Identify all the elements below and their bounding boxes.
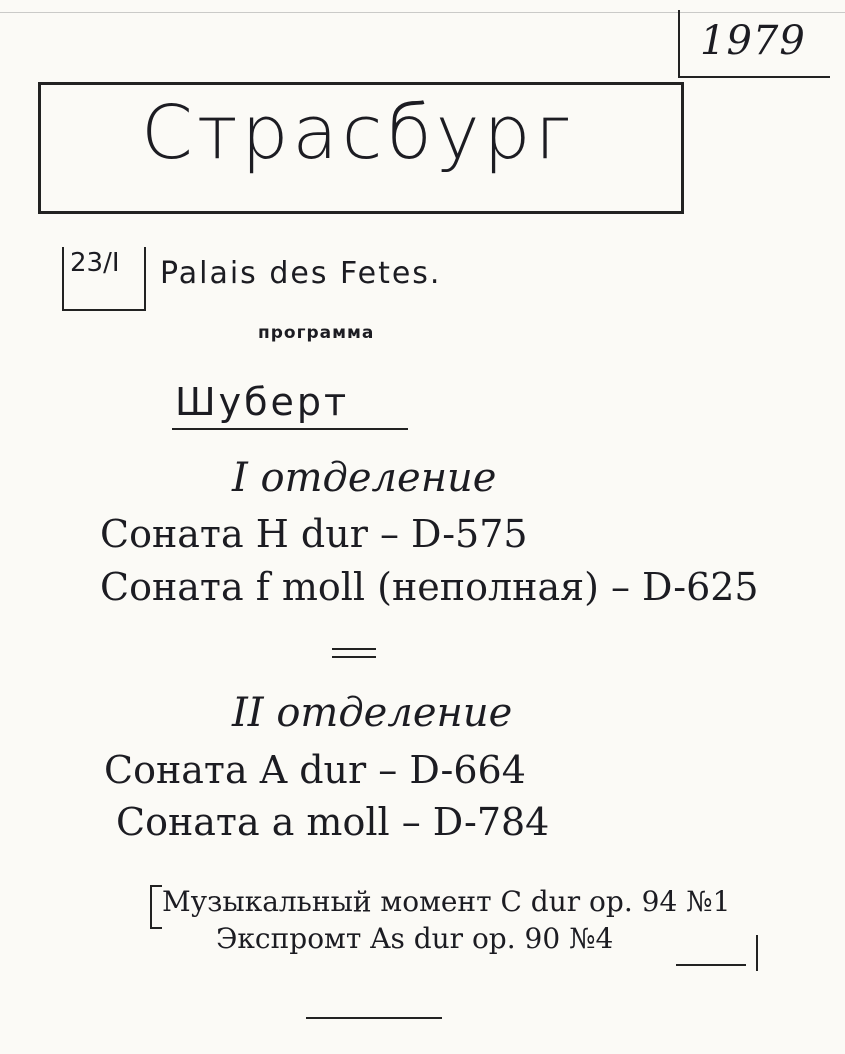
composer-underline bbox=[172, 428, 408, 430]
end-line bbox=[306, 1017, 442, 1019]
encore-2: Экспромт As dur op. 90 №4 bbox=[216, 922, 614, 955]
section-2-work-2: Соната a moll – D-784 bbox=[116, 800, 550, 844]
encore-1: Музыкальный момент C dur op. 94 №1 bbox=[162, 885, 731, 918]
section-1-title: I отделение bbox=[232, 455, 497, 501]
interval-separator-top bbox=[332, 648, 376, 650]
encore-number-underline bbox=[676, 964, 746, 966]
section-2-work-1: Соната A dur – D-664 bbox=[104, 748, 526, 792]
programme-label: программа bbox=[258, 323, 375, 343]
composer-name: Шуберт bbox=[175, 380, 350, 424]
city-title: Страсбург bbox=[141, 90, 575, 176]
year: 1979 bbox=[700, 18, 806, 64]
encore-bracket-open bbox=[150, 885, 162, 929]
section-2-title: II отделение bbox=[232, 690, 513, 736]
encore-bracket-close bbox=[748, 935, 758, 971]
interval-separator-bottom bbox=[332, 656, 376, 658]
section-1-work-2: Соната f moll (неполная) – D-625 bbox=[100, 565, 759, 609]
venue: Palais des Fetes. bbox=[160, 256, 442, 291]
concert-date: 23/I bbox=[70, 248, 120, 278]
section-1-work-1: Соната H dur – D-575 bbox=[100, 512, 528, 556]
